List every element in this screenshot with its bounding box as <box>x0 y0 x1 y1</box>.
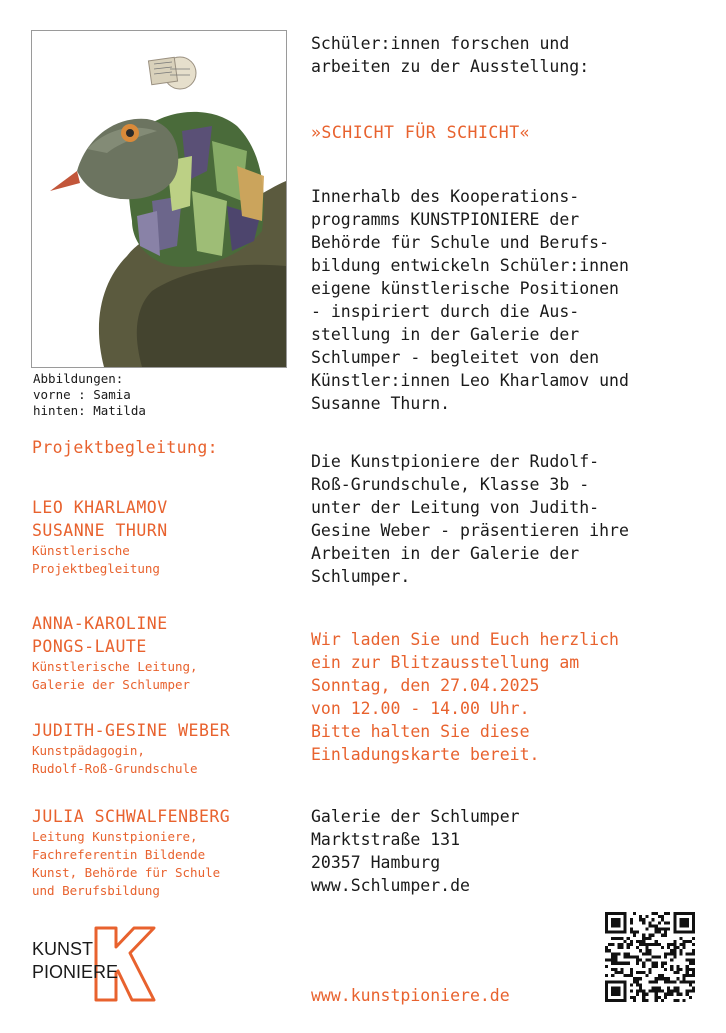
artwork-image <box>31 30 287 368</box>
person-role: Kunstpädagogin, Rudolf-Roß-Grundschule <box>32 743 198 776</box>
caption-back: hinten: Matilda <box>33 403 146 418</box>
gallery-name: Galerie der Schlumper <box>311 807 520 826</box>
logo-word-1: KUNST <box>32 939 94 959</box>
invitation-text: Wir laden Sie und Euch herzlich ein zur Blitzausstellung am Sonntag, den 27.04.2025 von 12.00 - 14.00 Uhr. Bitte halten Sie diese Einladungskarte bereit. <box>311 630 619 764</box>
description-text: Innerhalb des Kooperations- programms KUNSTPIONIERE der Behörde für Schule und Berufs- bildung entwickeln Schüler:innen eigene künstlerische Positionen - inspiriert durch die Aus- stellung in der Galerie der Schlumper - begleitet von den Künstler:innen Leo Kharlamov und Susanne Thurn. <box>311 187 629 413</box>
person-role: Leitung Kunstpioniere, Fachreferentin Bildende Kunst, Behörde für Schule und Berufsbildung <box>32 829 221 898</box>
class-text: Die Kunstpioniere der Rudolf- Roß-Grundschule, Klasse 3b - unter der Leitung von Judith- Gesine Weber - präsentieren ihre Arbeiten in der Galerie der Schlumper. <box>311 452 629 586</box>
person-name: JULIA SCHWALFENBERG <box>32 807 231 826</box>
caption-front: vorne : Samia <box>33 387 131 402</box>
caption-label: Abbildungen: <box>33 371 124 386</box>
person-name: ANNA-KAROLINE PONGS-LAUTE <box>32 614 168 656</box>
person-name: JUDITH-GESINE WEBER <box>32 721 231 740</box>
person-block <box>32 496 168 578</box>
gallery-street: Marktstraße 131 <box>311 830 461 849</box>
person-role: Künstlerische Leitung, Galerie der Schlumper <box>32 659 198 692</box>
person-role: Künstlerische Projektbegleitung <box>32 543 160 576</box>
intro-text: Schüler:innen forschen und arbeiten zu der Ausstellung: <box>311 34 590 76</box>
gallery-website-link[interactable]: www.Schlumper.de <box>311 876 470 895</box>
person-block <box>32 612 198 694</box>
person-block <box>32 805 230 900</box>
exhibition-title: »SCHICHT FÜR SCHICHT« <box>311 123 531 142</box>
qr-code[interactable] <box>605 912 695 1002</box>
kunstpioniere-website-link[interactable]: www.kunstpioniere.de <box>311 986 510 1005</box>
logo-word-2: PIONIERE <box>32 962 119 982</box>
image-caption <box>33 371 146 419</box>
person-name: LEO KHARLAMOV SUSANNE THURN <box>32 498 168 540</box>
gallery-address <box>311 805 711 897</box>
gallery-city: 20357 Hamburg <box>311 853 441 872</box>
projekt-heading: Projektbegleitung: <box>32 438 219 457</box>
person-block <box>32 719 230 778</box>
kunstpioniere-logo <box>30 925 160 1003</box>
